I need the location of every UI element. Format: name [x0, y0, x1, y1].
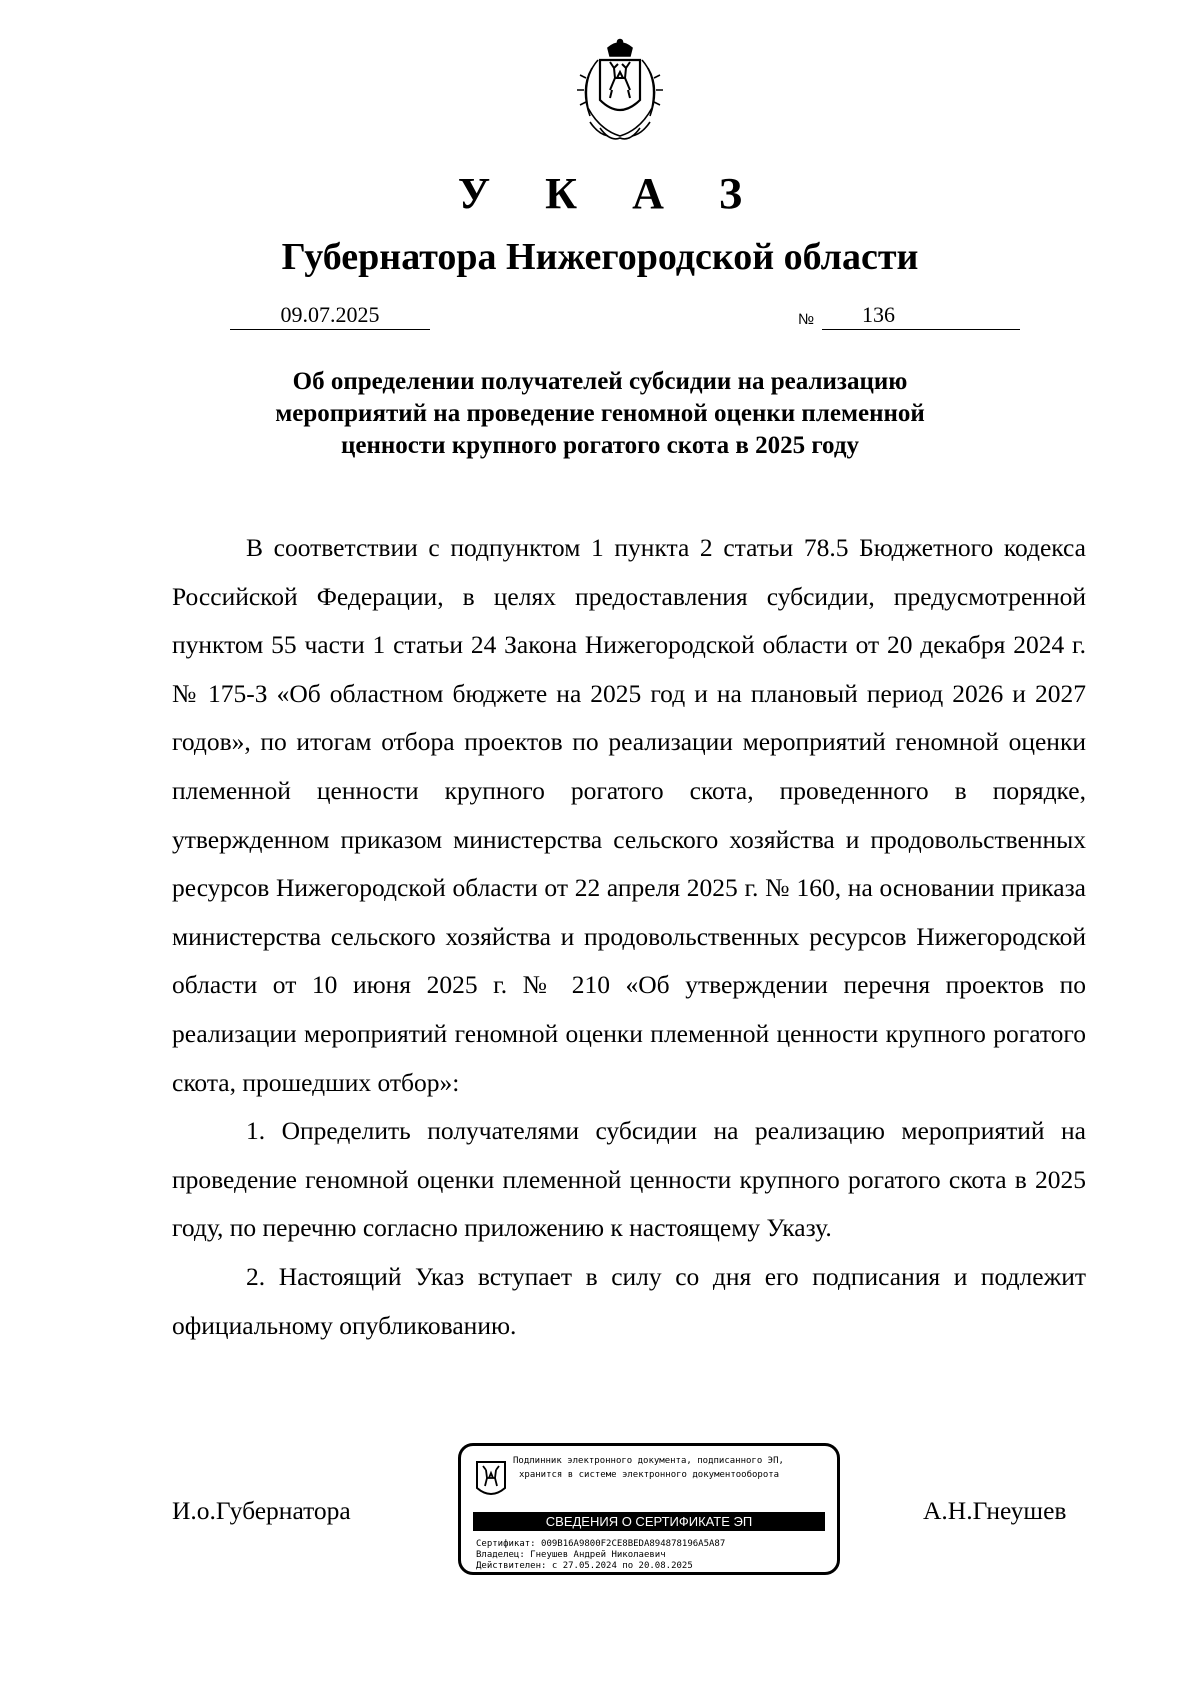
- signatory-name: А.Н.Гнеушев: [923, 1496, 1067, 1525]
- stamp-certificate-header: СВЕДЕНИЯ О СЕРТИФИКАТЕ ЭП: [473, 1512, 825, 1531]
- document-body: [172, 524, 1086, 1350]
- document-subject: [200, 366, 1000, 462]
- stamp-certificate-info: [476, 1539, 725, 1572]
- subject-line: ценности крупного рогатого скота в 2025 году: [341, 432, 859, 459]
- document-number: 136: [822, 302, 1020, 330]
- issuer-title: Губернатора Нижегородской области: [281, 236, 919, 278]
- document-date: 09.07.2025: [230, 302, 430, 330]
- stamp-storage-note: хранится в системе электронного документооборота: [519, 1470, 780, 1480]
- coat-of-arms-emblem: [570, 38, 670, 144]
- signatory-position: И.о.Губернатора: [172, 1496, 351, 1525]
- body-paragraph-preamble: В соответствии с подпунктом 1 пункта 2 статьи 78.5 Бюджетного кодекса Российской Федерации, в целях предоставления субсидии, предусмотренной пунктом 55 части 1 статьи 24 Закона Нижегородской области от 20 декабря 2024 г. № 175-З «Об областном бюджете на 2025 год и на плановый период 2026 и 2027 годов», по итогам отбора проектов по реализации мероприятий геномной оценки племенной ценности крупного рогатого скота, проведенного в порядке, утвержденном приказом министерства сельского хозяйства и продовольственных ресурсов Нижегородской области от 22 апреля 2025 г. № 160, на основании приказа министерства сельского хозяйства и продовольственных ресурсов Нижегородской области от 10 июня 2025 г. № 210 «Об утверждении перечня проектов по реализации мероприятий геномной оценки племенной ценности крупного рогатого скота, прошедших отбор»:: [172, 533, 1086, 1097]
- electronic-signature-stamp: [458, 1443, 840, 1575]
- document-type-title: У К А З: [457, 169, 765, 218]
- subject-line: мероприятий на проведение геномной оценки племенной: [275, 400, 925, 427]
- body-paragraph-item-2: 2. Настоящий Указ вступает в силу со дня его подписания и подлежит официальному опубликованию.: [172, 1261, 1086, 1340]
- body-paragraph-item-1: 1. Определить получателями субсидии на реализацию мероприятий на проведение геномной оценки племенной ценности крупного рогатого скота в 2025 году, по перечню согласно приложению к настоящему Указу.: [172, 1116, 1086, 1243]
- coat-of-arms-icon: [475, 1460, 507, 1500]
- certificate-serial: Сертификат: 009B16A9800F2CE8BEDA894878196A5A87: [476, 1539, 726, 1549]
- number-label: №: [798, 311, 815, 328]
- certificate-validity: Действителен: с 27.05.2024 по 20.08.2025: [476, 1561, 693, 1571]
- subject-line: Об определении получателей субсидии на реализацию: [292, 368, 908, 395]
- certificate-owner: Владелец: Гнеушев Андрей Николаевич: [476, 1550, 666, 1560]
- stamp-original-note: Подлинник электронного документа, подписанного ЭП,: [513, 1456, 784, 1466]
